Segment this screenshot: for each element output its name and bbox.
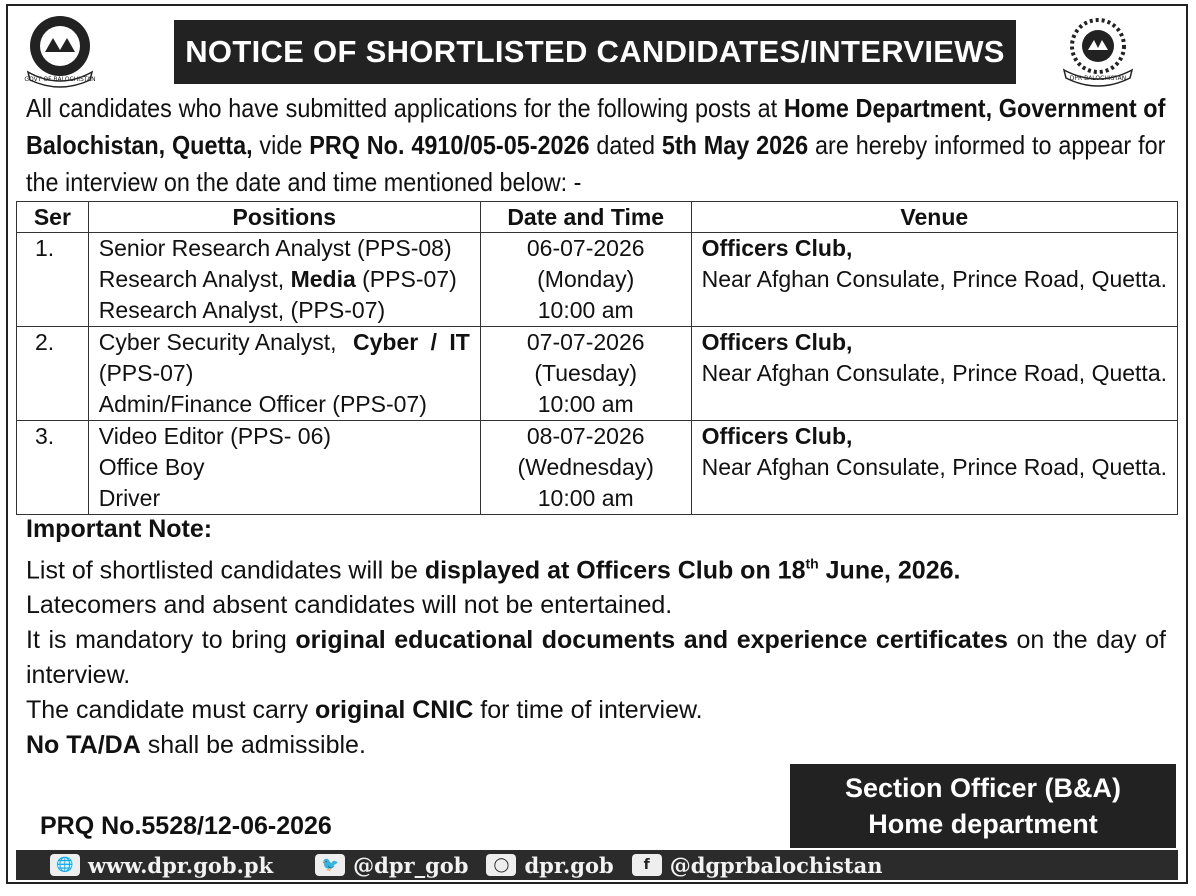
facebook-icon: f [632,854,662,876]
instagram-icon: ◯ [486,854,516,876]
row-datetime: 08-07-2026 (Wednesday) 10:00 am [480,421,691,515]
row-positions: Cyber Security Analyst, Cyber / IT (PPS-07) Admin/Finance Officer (PPS-07) [88,327,480,421]
footer-website[interactable]: 🌐 www.dpr.gob.pk [50,853,273,878]
table-row [17,233,1178,327]
row-datetime: 06-07-2026 (Monday) 10:00 am [480,233,691,327]
row-positions: Video Editor (PPS- 06) Office Boy Driver [88,421,480,515]
row-datetime: 07-07-2026 (Tuesday) 10:00 am [480,327,691,421]
table-row [17,327,1178,421]
header-positions: Positions [88,202,480,233]
notice-title: NOTICE OF SHORTLISTED CANDIDATES/INTERVIEWS [174,20,1016,84]
note-item: List of shortlisted candidates will be displayed at Officers Club on 18th June, 2026. [26,556,961,585]
header-datetime: Date and Time [480,202,691,233]
row-venue: Officers Club, Near Afghan Consulate, Prince Road, Quetta. [691,327,1177,421]
note-item: Latecomers and absent candidates will not be entertained. [26,591,673,620]
header-venue: Venue [691,202,1177,233]
header-ser: Ser [17,202,89,233]
row-ser: 2. [17,327,89,421]
signature-block [790,764,1176,848]
row-venue: Officers Club, Near Afghan Consulate, Prince Road, Quetta. [691,233,1177,327]
globe-icon: 🌐 [50,854,80,876]
notes-heading: Important Note: [26,515,213,543]
footer-instagram[interactable]: ◯ dpr.gob [486,853,613,878]
note-item: It is mandatory to bring original educational documents and experience certificates on the day of interview. [26,626,1166,690]
dpr-seal-right-icon [1058,12,1138,92]
intro-paragraph: All candidates who have submitted applications for the following posts at Home Department, Government of Balochistan, Quetta, vide PRQ No. 4910/05-05-2026 dated 5th May 2026 are hereby informed to appear for the interview on the date and time mentioned below: - [26,93,1166,197]
signature-department: Home department [868,809,1098,839]
table-row [17,421,1178,515]
row-positions: Senior Research Analyst (PPS-08) Research Analyst, Media (PPS-07) Research Analyst, (PPS-07) [88,233,480,327]
important-notes [26,512,1166,763]
footer-social-bar [16,850,1178,880]
signature-title: Section Officer (B&A) [844,773,1122,803]
footer-facebook[interactable]: f @dgprbalochistan [632,853,883,878]
row-venue: Officers Club, Near Afghan Consulate, Prince Road, Quetta. [691,421,1177,515]
twitter-icon: 🐦 [315,854,345,876]
svg-text:GOVT OF BALOCHISTAN: GOVT OF BALOCHISTAN [24,76,96,83]
prq-number: PRQ No.5528/12-06-2026 [40,812,332,840]
footer-twitter[interactable]: 🐦 @dpr_gob [315,853,468,878]
government-seal-left-icon [20,10,100,90]
svg-text:DPR BALOCHISTAN: DPR BALOCHISTAN [1069,75,1127,82]
note-item: The candidate must carry original CNIC for time of interview. [26,696,703,725]
note-item: No TA/DA shall be admissible. [26,731,366,760]
row-ser: 3. [17,421,89,515]
table-header-row [17,202,1178,233]
interview-schedule-table [16,201,1178,515]
row-ser: 1. [17,233,89,327]
